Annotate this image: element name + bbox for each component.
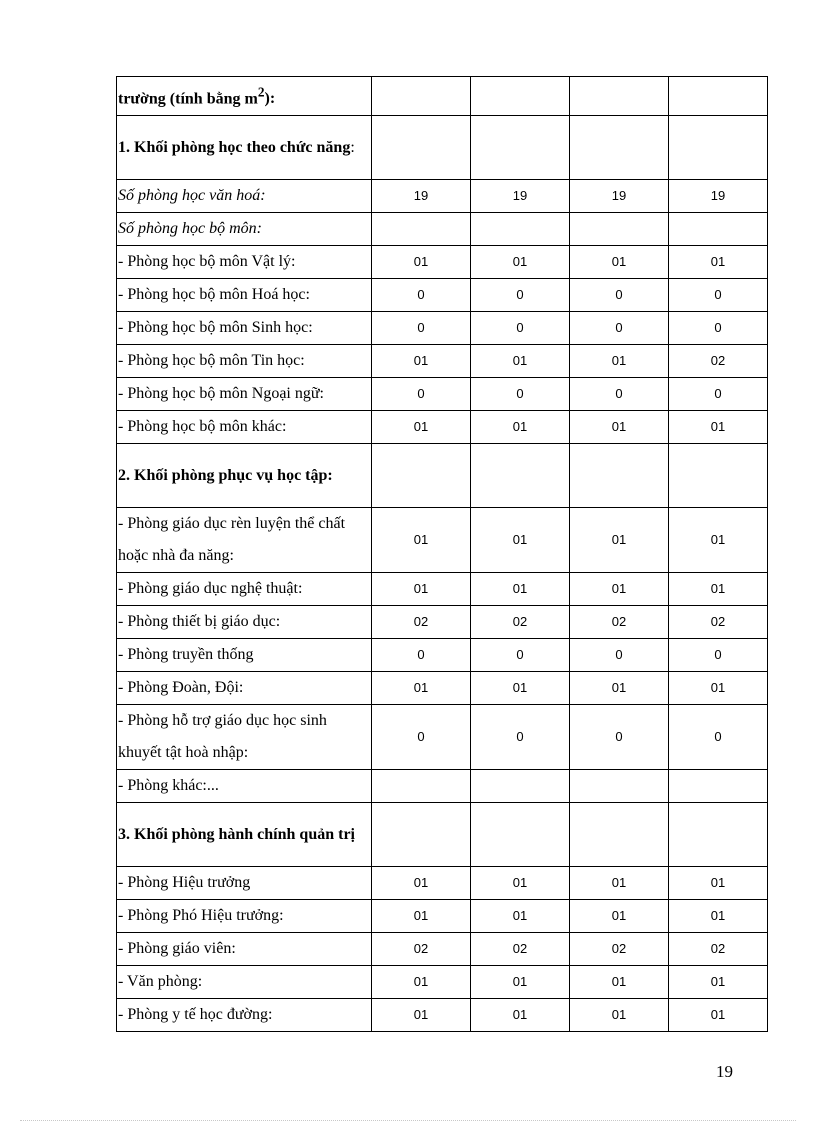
table-row <box>117 999 768 1032</box>
value-cell-year-2: 01 <box>471 999 570 1032</box>
value-cell-year-1 <box>372 803 471 867</box>
table-row <box>117 770 768 803</box>
row-label-cell <box>117 606 372 639</box>
value-cell-year-2: 01 <box>471 508 570 573</box>
row-label-cell <box>117 999 372 1032</box>
value-cell-year-4 <box>669 444 768 508</box>
value-cell-year-2: 01 <box>471 900 570 933</box>
value-cell-year-2: 0 <box>471 378 570 411</box>
table-row <box>117 867 768 900</box>
row-label: - Phòng thiết bị giáo dục: <box>118 613 281 631</box>
value-cell-year-1: 19 <box>372 180 471 213</box>
row-label-cell <box>117 705 372 770</box>
row-label: Số phòng học bộ môn: <box>118 220 262 238</box>
value-cell-year-2: 19 <box>471 180 570 213</box>
value-cell-year-4 <box>669 77 768 116</box>
row-label-cell <box>117 116 372 180</box>
value-cell-year-1: 01 <box>372 966 471 999</box>
table-row <box>117 378 768 411</box>
row-label-cell <box>117 508 372 573</box>
row-label: - Phòng học bộ môn Vật lý: <box>118 253 296 271</box>
table-row <box>117 213 768 246</box>
row-label: - Phòng học bộ môn Ngoại ngữ: <box>118 385 324 403</box>
value-cell-year-3: 0 <box>570 639 669 672</box>
row-label-suffix: ): <box>264 90 276 108</box>
value-cell-year-4: 02 <box>669 345 768 378</box>
value-cell-year-1: 0 <box>372 279 471 312</box>
row-label-cell <box>117 770 372 803</box>
value-cell-year-4: 0 <box>669 279 768 312</box>
value-cell-year-4 <box>669 213 768 246</box>
value-cell-year-4: 01 <box>669 246 768 279</box>
row-label-cell <box>117 180 372 213</box>
value-cell-year-2: 01 <box>471 672 570 705</box>
value-cell-year-3 <box>570 444 669 508</box>
row-label-cell <box>117 966 372 999</box>
row-label-cell <box>117 933 372 966</box>
row-label-cell <box>117 573 372 606</box>
value-cell-year-3: 01 <box>570 508 669 573</box>
value-cell-year-1 <box>372 77 471 116</box>
table-row <box>117 606 768 639</box>
row-label: - Phòng truyền thống <box>118 646 254 664</box>
value-cell-year-1: 01 <box>372 672 471 705</box>
row-label-cell <box>117 378 372 411</box>
value-cell-year-3 <box>570 770 669 803</box>
value-cell-year-3 <box>570 803 669 867</box>
value-cell-year-2: 02 <box>471 933 570 966</box>
row-label-cell <box>117 867 372 900</box>
value-cell-year-1: 01 <box>372 867 471 900</box>
value-cell-year-3: 0 <box>570 312 669 345</box>
row-label: - Phòng học bộ môn khác: <box>118 418 287 436</box>
table-row <box>117 246 768 279</box>
value-cell-year-3: 01 <box>570 999 669 1032</box>
table-row <box>117 180 768 213</box>
value-cell-year-3: 01 <box>570 573 669 606</box>
value-cell-year-4: 0 <box>669 312 768 345</box>
value-cell-year-3: 01 <box>570 966 669 999</box>
row-label: - Phòng học bộ môn Hoá học: <box>118 286 310 304</box>
value-cell-year-1: 01 <box>372 999 471 1032</box>
section-row <box>117 444 768 508</box>
value-cell-year-3: 02 <box>570 933 669 966</box>
value-cell-year-2: 0 <box>471 639 570 672</box>
value-cell-year-2: 01 <box>471 966 570 999</box>
table-row <box>117 411 768 444</box>
row-label: - Phòng Hiệu trưởng <box>118 874 251 892</box>
value-cell-year-4: 01 <box>669 573 768 606</box>
row-label: - Văn phòng: <box>118 973 203 991</box>
value-cell-year-1 <box>372 770 471 803</box>
table-row <box>117 279 768 312</box>
value-cell-year-2: 0 <box>471 279 570 312</box>
row-label-cell <box>117 900 372 933</box>
row-label-cell <box>117 639 372 672</box>
table-row <box>117 900 768 933</box>
row-label-cell <box>117 312 372 345</box>
value-cell-year-1: 0 <box>372 639 471 672</box>
value-cell-year-4: 01 <box>669 508 768 573</box>
table-row <box>117 966 768 999</box>
value-cell-year-1: 01 <box>372 345 471 378</box>
row-label: - Phòng học bộ môn Sinh học: <box>118 319 313 337</box>
value-cell-year-2: 01 <box>471 345 570 378</box>
value-cell-year-2 <box>471 77 570 116</box>
value-cell-year-2: 01 <box>471 246 570 279</box>
row-label-cell <box>117 444 372 508</box>
value-cell-year-2 <box>471 116 570 180</box>
value-cell-year-4: 01 <box>669 900 768 933</box>
value-cell-year-4: 0 <box>669 378 768 411</box>
table-row <box>117 312 768 345</box>
value-cell-year-1: 0 <box>372 378 471 411</box>
value-cell-year-3: 0 <box>570 279 669 312</box>
section-heading-suffix: : <box>350 138 355 156</box>
value-cell-year-1: 01 <box>372 411 471 444</box>
table-row <box>117 933 768 966</box>
value-cell-year-3: 0 <box>570 378 669 411</box>
value-cell-year-3: 02 <box>570 606 669 639</box>
value-cell-year-2 <box>471 213 570 246</box>
value-cell-year-3: 01 <box>570 411 669 444</box>
section-row <box>117 116 768 180</box>
value-cell-year-1: 01 <box>372 246 471 279</box>
value-cell-year-2 <box>471 444 570 508</box>
row-label-superscript: 2 <box>257 85 265 100</box>
value-cell-year-4: 01 <box>669 672 768 705</box>
value-cell-year-2: 0 <box>471 312 570 345</box>
row-label: - Phòng giáo dục rèn luyện thể chất hoặc nhà đa năng: <box>118 515 346 565</box>
section-heading: 1. Khối phòng học theo chức năng <box>118 138 351 156</box>
value-cell-year-1: 02 <box>372 606 471 639</box>
value-cell-year-1: 0 <box>372 705 471 770</box>
table-row <box>117 345 768 378</box>
row-label: - Phòng Phó Hiệu trưởng: <box>118 907 284 925</box>
value-cell-year-2: 01 <box>471 867 570 900</box>
value-cell-year-1: 01 <box>372 900 471 933</box>
row-label: - Phòng Đoàn, Đội: <box>118 679 244 697</box>
value-cell-year-4: 01 <box>669 411 768 444</box>
value-cell-year-4: 01 <box>669 999 768 1032</box>
value-cell-year-4: 02 <box>669 933 768 966</box>
value-cell-year-2 <box>471 803 570 867</box>
value-cell-year-1: 0 <box>372 312 471 345</box>
table-row <box>117 705 768 770</box>
row-label-cell <box>117 279 372 312</box>
value-cell-year-3: 01 <box>570 672 669 705</box>
row-label: - Phòng khác:... <box>118 777 219 795</box>
value-cell-year-1 <box>372 116 471 180</box>
row-label: - Phòng học bộ môn Tin học: <box>118 352 305 370</box>
row-label: - Phòng hỗ trợ giáo dục học sinh khuyết tật hoà nhập: <box>118 712 327 762</box>
row-label: - Phòng giáo dục nghệ thuật: <box>118 580 303 598</box>
row-label-cell <box>117 77 372 116</box>
facilities-table <box>116 76 768 1032</box>
value-cell-year-3: 0 <box>570 705 669 770</box>
value-cell-year-4: 0 <box>669 639 768 672</box>
value-cell-year-4 <box>669 770 768 803</box>
value-cell-year-1: 01 <box>372 573 471 606</box>
value-cell-year-4: 01 <box>669 966 768 999</box>
value-cell-year-2: 01 <box>471 573 570 606</box>
value-cell-year-3 <box>570 77 669 116</box>
row-label-cell <box>117 803 372 867</box>
page-bottom-rule <box>20 1120 796 1121</box>
value-cell-year-2: 0 <box>471 705 570 770</box>
value-cell-year-1: 02 <box>372 933 471 966</box>
row-label-cell <box>117 411 372 444</box>
value-cell-year-2 <box>471 770 570 803</box>
row-label: - Phòng giáo viên: <box>118 940 236 958</box>
value-cell-year-3 <box>570 116 669 180</box>
value-cell-year-3: 01 <box>570 246 669 279</box>
value-cell-year-4 <box>669 116 768 180</box>
table-row <box>117 573 768 606</box>
section-heading: 3. Khối phòng hành chính quản trị <box>118 825 355 843</box>
row-label-cell <box>117 246 372 279</box>
value-cell-year-3: 01 <box>570 900 669 933</box>
row-label: - Phòng y tế học đường: <box>118 1006 273 1024</box>
value-cell-year-4: 19 <box>669 180 768 213</box>
row-label-cell <box>117 672 372 705</box>
value-cell-year-3: 01 <box>570 867 669 900</box>
value-cell-year-2: 02 <box>471 606 570 639</box>
value-cell-year-1 <box>372 213 471 246</box>
table-row <box>117 639 768 672</box>
row-label: trường (tính bằng m <box>118 90 258 108</box>
section-row <box>117 803 768 867</box>
facilities-table-body <box>117 77 768 1032</box>
table-row <box>117 672 768 705</box>
value-cell-year-4 <box>669 803 768 867</box>
table-row <box>117 77 768 116</box>
value-cell-year-2: 01 <box>471 411 570 444</box>
row-label-cell <box>117 345 372 378</box>
value-cell-year-3: 19 <box>570 180 669 213</box>
value-cell-year-3 <box>570 213 669 246</box>
value-cell-year-3: 01 <box>570 345 669 378</box>
value-cell-year-1: 01 <box>372 508 471 573</box>
row-label-cell <box>117 213 372 246</box>
page-number: 19 <box>716 1062 733 1081</box>
section-heading: 2. Khối phòng phục vụ học tập: <box>118 466 333 484</box>
value-cell-year-1 <box>372 444 471 508</box>
table-row <box>117 508 768 573</box>
value-cell-year-4: 02 <box>669 606 768 639</box>
value-cell-year-4: 01 <box>669 867 768 900</box>
value-cell-year-4: 0 <box>669 705 768 770</box>
row-label: Số phòng học văn hoá: <box>118 187 266 205</box>
